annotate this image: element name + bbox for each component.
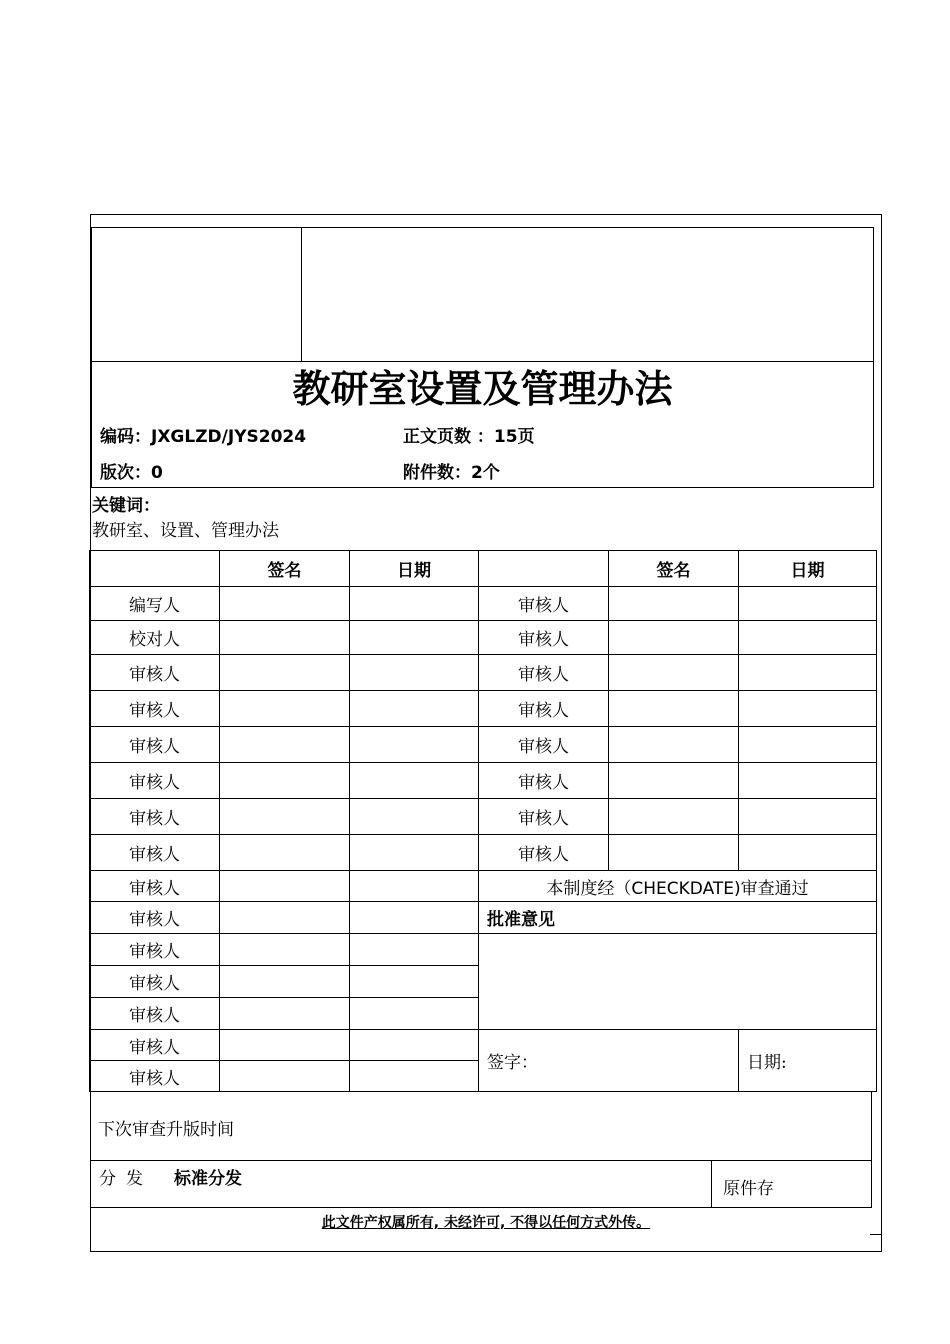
date-cell[interactable] <box>739 727 877 763</box>
approval-sign-label: 签字： <box>479 1030 739 1092</box>
left-role: 审核人 <box>90 998 220 1030</box>
left-role: 审核人 <box>90 902 220 934</box>
table-header-row <box>90 551 877 587</box>
sign-cell[interactable] <box>220 621 350 655</box>
approval-area[interactable] <box>479 934 877 1030</box>
left-role: 审核人 <box>90 763 220 799</box>
sign-cell[interactable] <box>609 655 739 691</box>
date-cell[interactable] <box>350 871 479 902</box>
left-role: 审核人 <box>90 727 220 763</box>
distribution-value: 标准分发 <box>174 1169 242 1189</box>
table-row <box>90 691 877 727</box>
sign-cell[interactable] <box>220 587 350 621</box>
date-cell[interactable] <box>739 835 877 871</box>
left-role: 审核人 <box>90 691 220 727</box>
date-cell[interactable] <box>350 1061 479 1092</box>
sign-cell[interactable] <box>220 727 350 763</box>
header-sign-left: 签名 <box>220 551 350 587</box>
left-role: 审核人 <box>90 1061 220 1092</box>
code-label: 编码： <box>100 427 151 447</box>
table-row <box>90 763 877 799</box>
table-row <box>90 1030 877 1061</box>
right-role: 审核人 <box>479 621 609 655</box>
sign-cell[interactable] <box>220 763 350 799</box>
left-role: 编写人 <box>90 587 220 621</box>
header-sign-right: 签名 <box>609 551 739 587</box>
version-label: 版次： <box>100 463 151 483</box>
date-cell[interactable] <box>350 727 479 763</box>
date-cell[interactable] <box>350 902 479 934</box>
date-cell[interactable] <box>350 691 479 727</box>
date-cell[interactable] <box>350 763 479 799</box>
right-role: 审核人 <box>479 763 609 799</box>
pages-line <box>403 422 535 447</box>
right-role: 审核人 <box>479 799 609 835</box>
sign-cell[interactable] <box>220 871 350 902</box>
version-line <box>100 458 163 483</box>
sign-cell[interactable] <box>220 998 350 1030</box>
pages-value: 15页 <box>493 427 535 447</box>
header-date-right: 日期 <box>739 551 877 587</box>
check-note: 本制度经（CHECKDATE)审查通过 <box>479 871 877 902</box>
table-row <box>90 621 877 655</box>
sign-cell[interactable] <box>220 1061 350 1092</box>
sign-cell[interactable] <box>220 966 350 998</box>
sign-cell[interactable] <box>220 799 350 835</box>
sign-cell[interactable] <box>609 835 739 871</box>
table-row <box>90 902 877 934</box>
attachments-line <box>403 458 500 483</box>
attachments-label: 附件数： <box>403 463 471 483</box>
date-cell[interactable] <box>350 835 479 871</box>
pages-label: 正文页数 ： <box>403 427 494 447</box>
left-role: 校对人 <box>90 621 220 655</box>
approval-date-label: 日期: <box>739 1030 877 1092</box>
table-row <box>90 727 877 763</box>
right-role: 审核人 <box>479 835 609 871</box>
sign-cell[interactable] <box>609 799 739 835</box>
table-row <box>90 835 877 871</box>
left-role: 审核人 <box>90 966 220 998</box>
right-role: 审核人 <box>479 655 609 691</box>
distribution-divider <box>711 1160 712 1208</box>
date-cell[interactable] <box>739 763 877 799</box>
left-role: 审核人 <box>90 1030 220 1061</box>
attachments-value: 2个 <box>471 463 500 483</box>
date-cell[interactable] <box>350 799 479 835</box>
signature-table <box>89 550 877 1092</box>
header-blank-right <box>479 551 609 587</box>
table-row <box>90 871 877 902</box>
copyright-text: 此文件产权属所有, 未经许可, 不得以任何方式外传。 <box>321 1215 651 1231</box>
date-cell[interactable] <box>350 934 479 966</box>
date-cell[interactable] <box>350 587 479 621</box>
date-cell[interactable] <box>350 621 479 655</box>
date-cell[interactable] <box>350 966 479 998</box>
left-role: 审核人 <box>90 835 220 871</box>
header-date-left: 日期 <box>350 551 479 587</box>
date-cell[interactable] <box>739 621 877 655</box>
left-role: 审核人 <box>90 871 220 902</box>
right-role: 审核人 <box>479 587 609 621</box>
sign-cell[interactable] <box>220 655 350 691</box>
version-value: 0 <box>151 463 163 483</box>
header-box <box>91 227 874 488</box>
original-copy-label: 原件存 <box>723 1179 774 1199</box>
sign-cell[interactable] <box>609 691 739 727</box>
date-cell[interactable] <box>739 587 877 621</box>
code-line <box>100 422 306 447</box>
sign-cell[interactable] <box>220 835 350 871</box>
corner-tick <box>870 1234 882 1235</box>
left-role: 审核人 <box>90 799 220 835</box>
sign-cell[interactable] <box>220 902 350 934</box>
copyright-footer <box>90 1212 882 1232</box>
header-blank-left <box>90 551 220 587</box>
table-row <box>90 934 877 966</box>
keywords-value: 教研室、设置、管理办法 <box>92 521 279 541</box>
date-cell[interactable] <box>739 799 877 835</box>
right-role: 审核人 <box>479 727 609 763</box>
distribution-label: 分发 <box>99 1169 153 1189</box>
sign-cell[interactable] <box>609 621 739 655</box>
date-cell[interactable] <box>350 998 479 1030</box>
left-role: 审核人 <box>90 934 220 966</box>
header-divider <box>91 361 874 362</box>
sign-cell[interactable] <box>220 1030 350 1061</box>
left-role: 审核人 <box>90 655 220 691</box>
table-row <box>90 655 877 691</box>
next-review-label: 下次审查升版时间 <box>98 1120 234 1140</box>
date-cell[interactable] <box>350 1030 479 1061</box>
sign-cell[interactable] <box>220 934 350 966</box>
keywords-label: 关键词： <box>92 496 160 516</box>
right-role: 审核人 <box>479 691 609 727</box>
approval-label: 批准意见 <box>479 902 877 934</box>
code-value: JXGLZD/JYS2024 <box>151 427 307 447</box>
sign-cell[interactable] <box>609 727 739 763</box>
table-row <box>90 587 877 621</box>
sign-cell[interactable] <box>609 587 739 621</box>
sign-cell[interactable] <box>609 763 739 799</box>
logo-divider <box>301 227 302 362</box>
date-cell[interactable] <box>739 691 877 727</box>
table-row <box>90 799 877 835</box>
sign-cell[interactable] <box>220 691 350 727</box>
date-cell[interactable] <box>350 655 479 691</box>
date-cell[interactable] <box>739 655 877 691</box>
document-title: 教研室设置及管理办法 <box>292 366 673 411</box>
